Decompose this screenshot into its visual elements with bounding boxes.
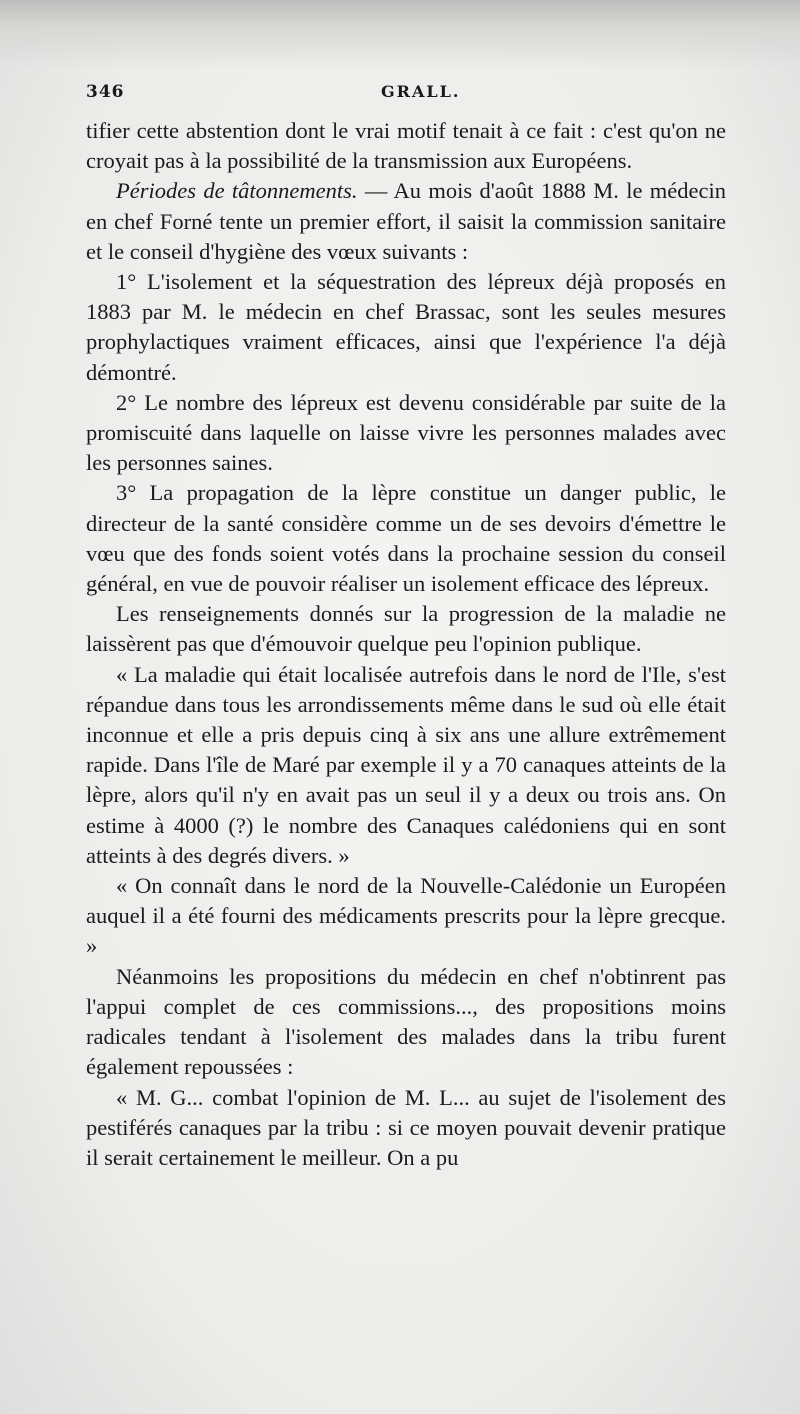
page-number: 346: [86, 82, 125, 102]
paragraph: « On connaît dans le nord de la Nouvelle-Calédonie un Européen auquel il a été fourni des médicaments prescrits pour la lèpre grecque. »: [86, 873, 726, 959]
section-heading: Périodes de tâtonnements.: [116, 178, 358, 204]
paragraph: 3° La propagation de la lèpre constitue un danger public, le directeur de la santé considère comme un de ses devoirs d'émettre le vœu que des fonds soient votés dans la prochaine session du conseil général, en vue de pouvoir réaliser un isolement efficace des lépreux.: [86, 480, 726, 597]
paragraph: « M. G... combat l'opinion de M. L... au sujet de l'isolement des pestiférés canaques par la tribu : si ce moyen pouvait devenir pratique il serait certainement le meilleur. On a pu: [86, 1084, 726, 1170]
paragraph: Périodes de tâtonnements. — Au mois d'août 1888 M. le médecin en chef Forné tente un premier effort, il saisit la commission sanitaire et le conseil d'hygiène des vœux suivants :: [86, 178, 726, 264]
paragraph: 1° L'isolement et la séquestration des lépreux déjà proposés en 1883 par M. le médecin en chef Brassac, sont les seules mesures prophylactiques vraiment efficaces, ainsi que l'expérience l'a déjà démontré.: [86, 269, 726, 385]
scan-shadow: [0, 0, 800, 70]
paragraph: Néanmoins les propositions du médecin en chef n'obtinrent pas l'appui complet de ces commissions..., des propositions moins radicales tendant à l'isolement des malades dans la tribu furent également repoussées :: [86, 963, 726, 1080]
paragraph: Les renseignements donnés sur la progression de la maladie ne laissèrent pas que d'émouvoir quelque peu l'opinion publique.: [86, 601, 726, 657]
body-text: [86, 116, 726, 1173]
running-head: GRALL.: [381, 82, 461, 101]
paragraph: 2° Le nombre des lépreux est devenu considérable par suite de la promiscuité dans laquelle on laisse vivre les personnes malades avec les personnes saines.: [86, 389, 726, 476]
paragraph: « La maladie qui était localisée autrefois dans le nord de l'Ile, s'est répandue dans tous les arrondissements même dans le sud où elle était inconnue et elle a pris depuis cinq à six ans une allure extrêmement rapide. Dans l'île de Maré par exemple il y a 70 canaques atteints de la lèpre, alors qu'il n'y en avait pas un seul il y a deux ou trois ans. On estime à 4000 (?) le nombre des Canaques calédoniens qui en sont atteints à des degrés divers. »: [86, 661, 726, 868]
paragraph: tifier cette abstention dont le vrai motif tenait à ce fait : c'est qu'on ne croyait pas à la possibilité de la transmission aux Européens.: [86, 118, 726, 174]
page-header: [86, 82, 726, 112]
